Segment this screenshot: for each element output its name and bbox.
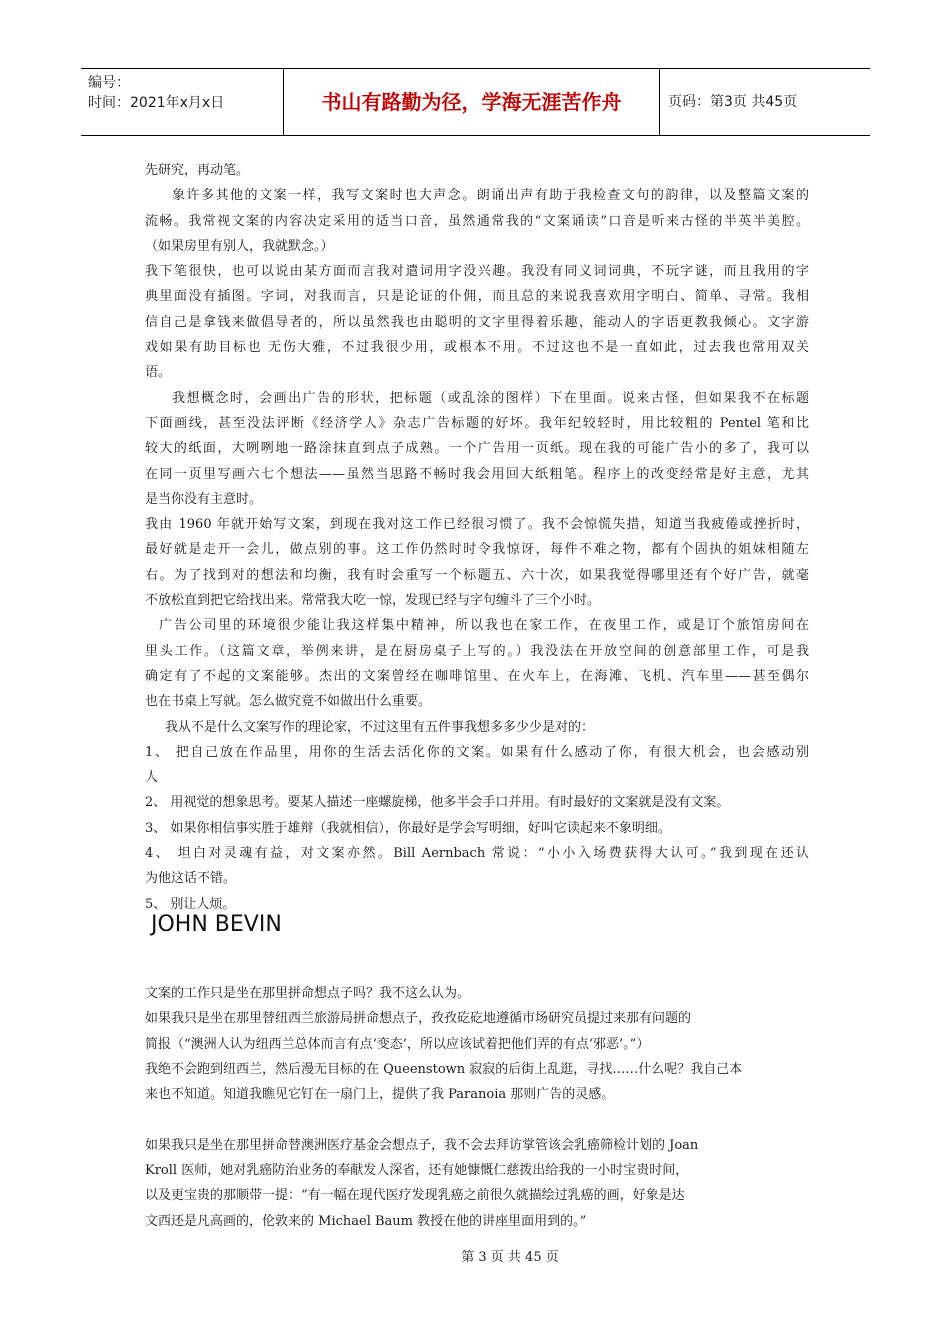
header-meta [81, 69, 283, 135]
text-line: 我想概念时，会画出广告的形状，把标题（或乱涂的图样）下在里面。说来古怪，但如果我不在标题 [172, 390, 809, 406]
text-line: 不放松直到把它给找出来。常常我大吃一惊，发现已经与字句缠斗了三个小时。 [145, 593, 601, 609]
header-motto: 书山有路勤为径，学海无涯苦作舟 [283, 69, 660, 135]
text-line: 我下笔很快，也可以说由某方面而言我对遣词用字没兴趣。我没有同义词词典，不玩字谜，而且我用的字 [145, 264, 809, 280]
text-line: （如果房里有别人，我就默念。） [145, 238, 334, 254]
text-line: 文案的工作只是坐在那里拼命想点子吗？我不这么认为。 [145, 986, 471, 1001]
text-line: 下面画线，甚至没法评断《经济学人》杂志广告标题的好坏。我年纪较轻时，用比较粗的 Pentel 笔和比 [145, 415, 809, 431]
text-line: 右。为了找到对的想法和均衡，我有时会重写一个标题五、六十次，如果我觉得哪里还有个好广告，就毫 [145, 567, 809, 583]
list-item: 3、 如果你相信事实胜于雄辩（我就相信），你最好是学会写明细，好叫它读起来不象明细。 [145, 820, 671, 836]
list-item: 4、 坦白对灵魂有益，对文案亦然。Bill Aernbach 常说：“小小入场费获得大认可。”我到现在还认 [145, 846, 809, 862]
section-heading: JOHN BEVIN [151, 912, 282, 937]
blank-line [145, 1107, 755, 1132]
text-line: 典里面没有插图。字词，对我而言，只是论证的仆佣，而且总的来说我喜欢用字明白、简单、寻常。我相 [145, 289, 809, 305]
text-line: 流畅。我常视文案的内容决定采用的适当口音，虽然通常我的“文案诵读”口音是听来古怪的半英半美腔。 [145, 213, 809, 229]
list-item: 5、 别让人烦。 [145, 896, 236, 912]
date-line: 时间：2021年x月x日 [88, 95, 225, 111]
page-header [81, 68, 870, 136]
text-line: 来也不知道。知道我瞧见它钉在一扇门上，提供了我 Paranoia 那则广告的灵感。 [145, 1087, 615, 1103]
page-footer: 第 3 页 共 45 页 [461, 1250, 559, 1265]
text-line: 文西还是凡高画的，伦敦来的 Michael Baum 教授在他的讲座里面用到的。” [145, 1213, 587, 1229]
text-line: 先研究，再动笔。 [145, 163, 250, 178]
body-text [145, 158, 809, 917]
text-line: 象许多其他的文案一样，我写文案时也大声念。朗诵出声有助于我检查文句的韵律，以及整篇文案的 [172, 188, 809, 204]
text-line: 以及更宝贵的那顺带一提：“有一幅在现代医疗发现乳癌之前很久就描绘过乳癌的画，好象是达 [145, 1188, 685, 1204]
text-line: 我绝不会跑到纽西兰，然后漫无目标的在 Queenstown 寂寂的后街上乱逛，寻找……什么呢？我自己本 [145, 1061, 743, 1077]
text-line: 是当你没有主意时。 [145, 491, 263, 507]
text-line: 最好就是走开一会儿，做点别的事。这工作仍然时时令我惊讶，每件不难之物，都有个固执的姐妹相随左 [145, 542, 809, 558]
text-line: 在同一页里写画六七个想法——虽然当思路不畅时我会用回大纸粗笔。程序上的改变经常是好主意，尤其 [145, 466, 809, 482]
text-line: 确定有了不起的文案能够。杰出的文案曾经在咖啡馆里、在火车上，在海滩、飞机、汽车里——甚至偶尔 [145, 668, 809, 684]
section-text [145, 981, 755, 1234]
text-line: 戏如果有助目标也 无伤大雅，不过我很少用，或根本不用。不过这也不是一直如此，过去我也常用双关 [145, 340, 809, 356]
text-line: Kroll 医师，她对乳癌防治业务的奉献发人深省，还有她慷慨仁慈拨出给我的一小时宝贵时间， [145, 1163, 689, 1179]
text-line: 如果我只是坐在那里拼命替澳洲医疗基金会想点子，我不会去拜访掌管该会乳癌筛检计划的 Joan [145, 1137, 699, 1153]
text-line: 里头工作。（这篇文章，举例来讲，是在厨房桌子上写的。）我没法在开放空间的创意部里工作，可是我 [145, 643, 809, 659]
text-line: 语。 [145, 365, 172, 381]
text-line: 如果我只是坐在那里替纽西兰旅游局拼命想点子，孜孜矻矻地遵循市场研究员提过来那有问题的 [145, 1011, 692, 1027]
text-line: 为他这话不错。 [145, 871, 237, 887]
text-line: 人 [145, 770, 159, 786]
number-label: 编号： [88, 75, 130, 91]
text-line: 简报（“澳洲人认为纽西兰总体而言有点‘变态’，所以应该试着把他们弄的有点‘邪恶’。”） [145, 1036, 650, 1052]
text-line: 也在书桌上写就。怎么做究竟不如做出什么重要。 [145, 694, 432, 710]
text-line: 广告公司里的环境很少能让我这样集中精神，所以我也在家工作，在夜里工作，或是订个旅馆房间在 [159, 618, 809, 634]
header-page-info: 页码：第3页 共45页 [668, 94, 798, 110]
text-line: 信自己是拿钱来做倡导者的，所以虽然我也由聪明的文字里得着乐趣，能动人的字语更教我倾心。文字游 [145, 314, 809, 330]
text-line: 我由 1960 年就开始写文案，到现在我对这工作已经很习惯了。我不会惊慌失措，知道当我疲倦或挫折时， [145, 517, 809, 533]
text-line: 较大的纸面，大咧咧地一路涂抹直到点子成熟。一个广告用一页纸。现在我的可能广告小的多了，我可以 [145, 441, 809, 457]
list-item: 1、 把自己放在作品里，用你的生活去活化你的文案。如果有什么感动了你，有很大机会，也会感动别 [145, 744, 809, 760]
list-item: 2、 用视觉的想象思考。要某人描述一座螺旋梯，他多半会手口并用。有时最好的文案就是没有文案。 [145, 795, 730, 811]
text-line: 我从不是什么文案写作的理论家，不过这里有五件事我想多多少少是对的： [165, 719, 595, 735]
